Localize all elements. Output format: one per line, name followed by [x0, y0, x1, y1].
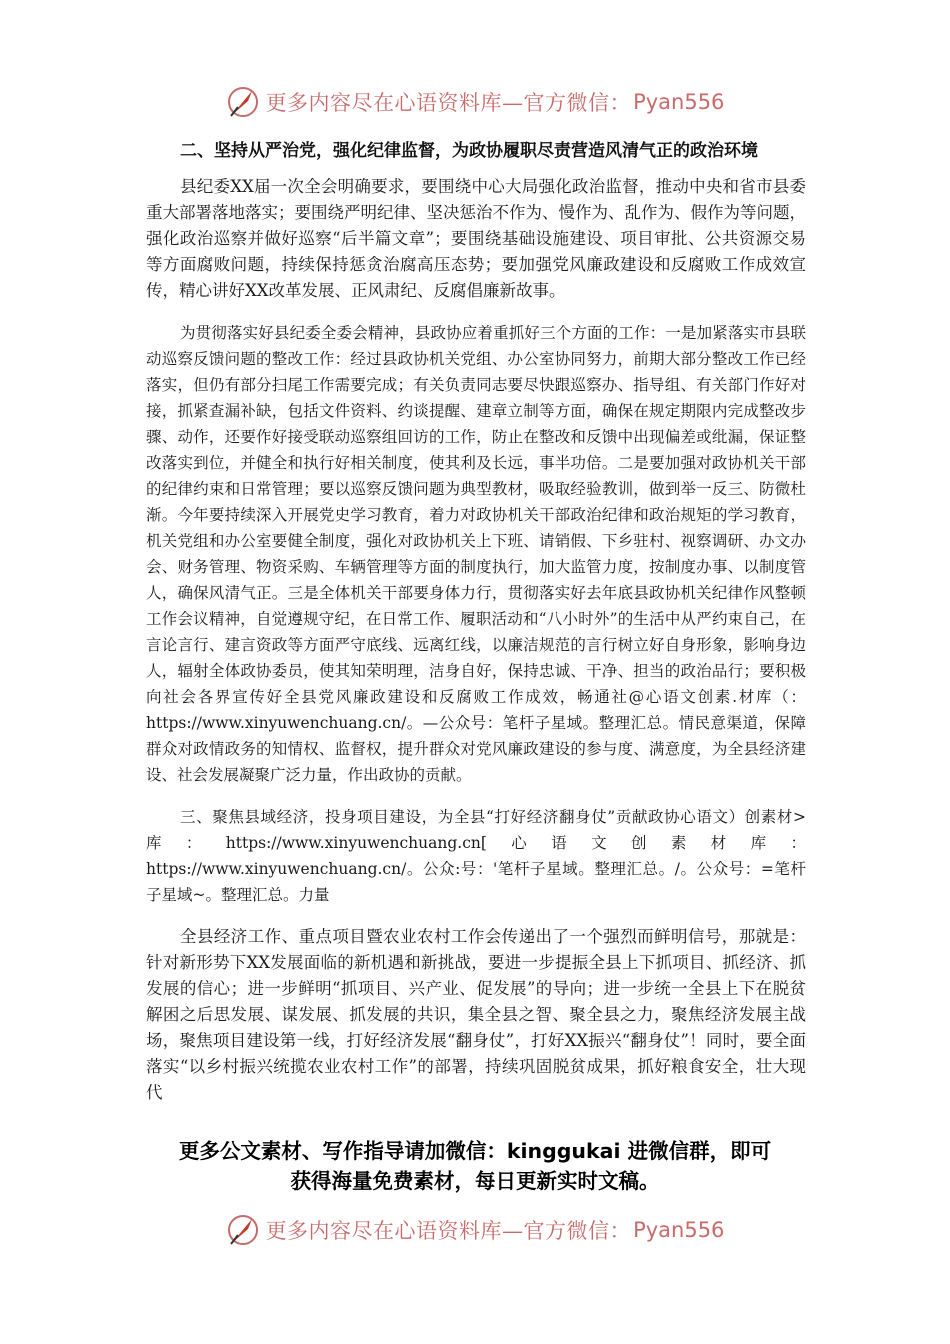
paragraph-3: 三、聚焦县域经济，投身项目建设，为全县“打好经济翻身仗”贡献政协心语文）创素材>库：https://www.xinyuwenchuang.cn[心语文创素材库：https://www.xinyuwenchuang.cn/。公众:号：'笔杆子星域。整理汇总。/。公众号：=笔杆子星域~。整理汇总。力量: [146, 808, 806, 904]
promo-line-2: 获得海量免费素材，每日更新实时文稿。: [290, 1169, 660, 1193]
header-banner: [0, 84, 950, 120]
banner-text: 更多内容尽在心语资料库—官方微信：: [265, 1219, 632, 1243]
section-heading: 二、坚持从严治党，强化纪律监督，为政协履职尽责营造风清气正的政治环境: [180, 141, 758, 161]
quill-pen-logo-icon: [226, 1213, 260, 1247]
paragraph-1: 县纪委XX届一次全会明确要求，要围绕中心大局强化政治监督，推动中央和省市县委重大部署落地落实；要围绕严明纪律、坚决惩治不作为、慢作为、乱作为、假作为等问题，强化政治巡察并做好巡察“后半篇文章”；要围绕基础设施建设、项目审批、公共资源交易等方面腐败问题，持续保持惩贪治腐高压态势；要加强党风廉政建设和反腐败工作成效宣传，精心讲好XX改革发展、正风肃纪、反腐倡廉新故事。: [146, 177, 806, 300]
banner-account: Pyan556: [633, 90, 725, 114]
document-body: [146, 138, 806, 1102]
quill-pen-logo-icon: [226, 85, 260, 119]
paragraph-2: 为贯彻落实好县纪委全委会精神，县政协应着重抓好三个方面的工作：一是加紧落实市县联动巡察反馈问题的整改工作：经过县政协机关党组、办公室协同努力，前期大部分整改工作已经落实，但仍有部分扫尾工作需要完成；有关负责同志要尽快跟巡察办、指导组、有关部门作好对接，抓紧查漏补缺，包括文件资料、约谈提醒、建章立制等方面，确保在规定期限内完成整改步骤、动作，还要作好接受联动巡察组回访的工作，防止在整改和反馈中出现偏差或纰漏，保证整改落实到位，并健全和执行好相关制度，使其利及长远，事半功倍。二是要加强对政协机关干部的纪律约束和日常管理；要以巡察反馈问题为典型教材，吸取经验教训，做到举一反三、防微杜渐。今年要持续深入开展党史学习教育，着力对政协机关干部政治纪律和政治规矩的学习教育，机关党组和办公室要健全制度，强化对政协机关上下班、请销假、下乡驻村、视察调研、办文办会、财务管理、物资采购、车辆管理等方面的制度执行，加大监管力度，按制度办事、以制度管人，确保风清气正。三是全体机关干部要身体力行，贯彻落实好去年底县政协机关纪律作风整顿工作会议精神，自觉遵规守纪，在日常工作、履职活动和“八小时外”的生活中从严约束自己，在言论言行、建言资政等方面严守底线、远离红线，以廉洁规范的言行树立好自身形象，影响身边人，辐射全体政协委员，使其知荣明理，洁身自好，保持忠诚、干净、担当的政治品行；要积极向社会各界宣传好全县党风廉政建设和反腐败工作成效，畅通社@心语文创素.材库（：https://www.xinyuwenchuang.cn/。—公众号：笔杆子星域。整理汇总。情民意渠道，保障群众对政情政务的知情权、监督权，提升群众对党风廉政建设的参与度、满意度，为全县经济建设、社会发展凝聚广泛力量，作出政协的贡献。: [146, 324, 806, 784]
promo-notice: [0, 1136, 950, 1196]
paragraph-4: 全县经济工作、重点项目暨农业农村工作会传递出了一个强烈而鲜明信号，那就是：针对新形势下XX发展面临的新机遇和新挑战，要进一步提振全县上下抓项目、抓经济、抓发展的信心；进一步鲜明“抓项目、兴产业、促发展”的导向；进一步统一全县上下在脱贫解困之后思发展、谋发展、抓发展的共识，集全县之智、聚全县之力，聚焦经济发展主战场，聚焦项目建设第一线，打好经济发展“翻身仗”，打好XX振兴“翻身仗”！同时，要全面落实“以乡村振兴统揽农业农村工作”的部署，持续巩固脱贫成果，抓好粮食安全，壮大现代: [146, 927, 806, 1102]
promo-line-1: 更多公文素材、写作指导请加微信：kinggukai 进微信群，即可: [178, 1139, 772, 1163]
banner-account: Pyan556: [633, 1218, 725, 1242]
footer-banner: [0, 1212, 950, 1248]
banner-text: 更多内容尽在心语资料库—官方微信：: [265, 91, 632, 115]
